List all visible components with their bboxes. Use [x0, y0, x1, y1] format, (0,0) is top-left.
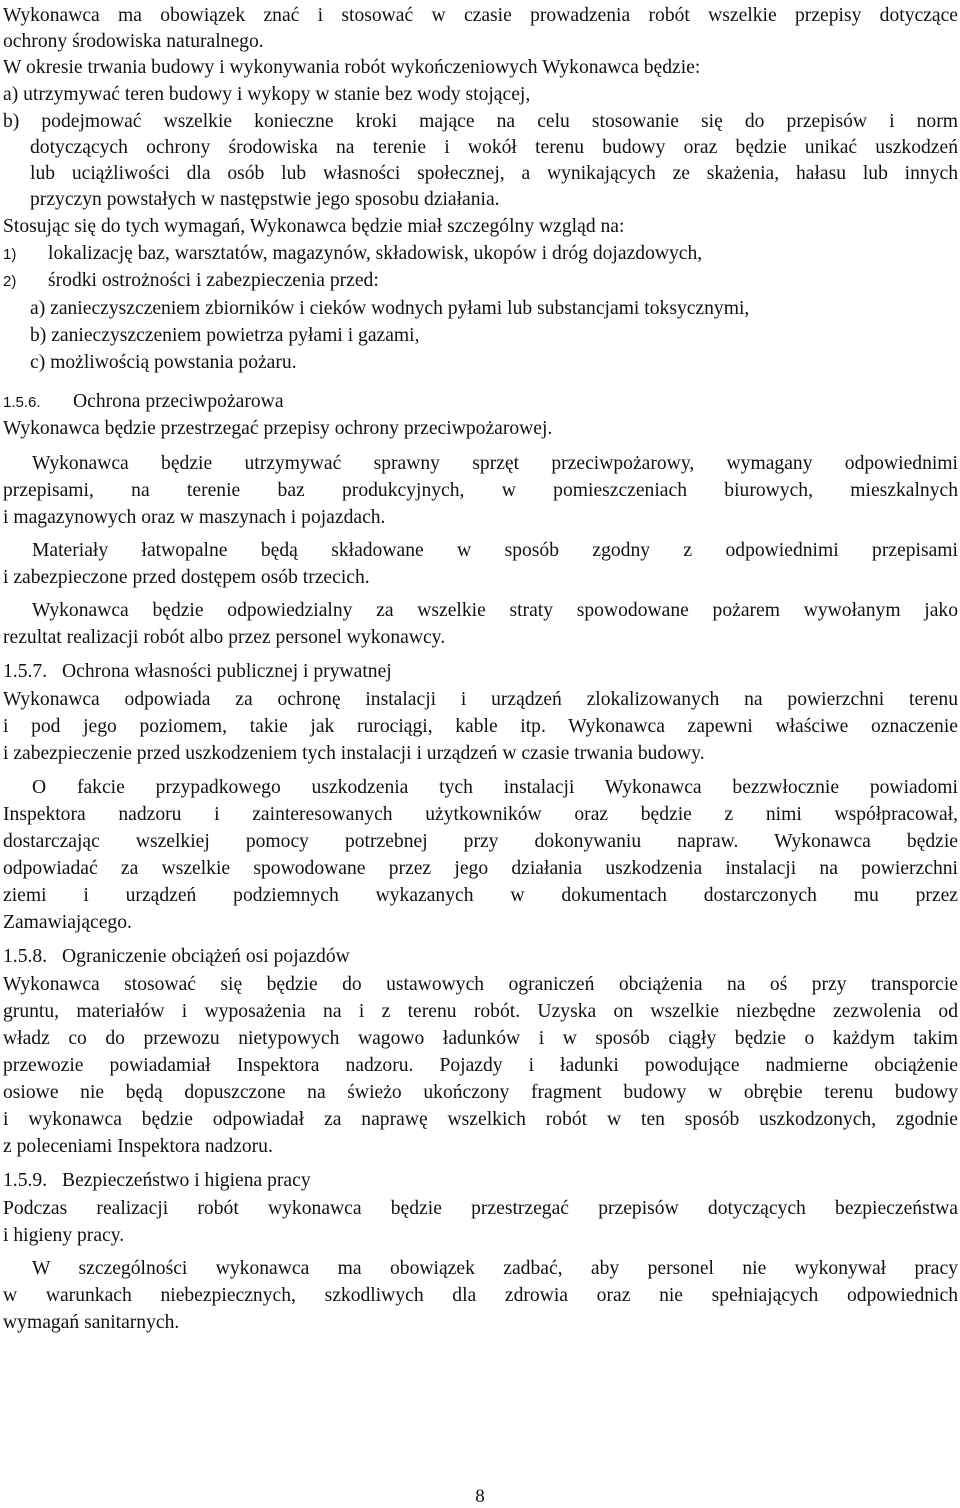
list-item: b) zanieczyszczeniem powietrza pyłami i gazami, [30, 325, 420, 346]
section-heading: Ochrona przeciwpożarowa [73, 391, 284, 412]
paragraph-line: władz co do przewozu nietypowych wagowo ładunków i w sposób ciągły będzie o każdym takim [3, 1028, 958, 1049]
paragraph-line: dostarczając wszelkiej pomocy potrzebnej przy dokonywaniu napraw. Wykonawca będzie [3, 831, 958, 852]
section-number: 1.5.7. [3, 661, 48, 682]
section-number: 1.5.9. [3, 1170, 48, 1191]
section-number: 1.5.8. [3, 946, 48, 967]
list-item: lokalizację baz, warsztatów, magazynów, składowisk, ukopów i dróg dojazdowych, [48, 243, 703, 264]
paragraph-line: Wykonawca będzie utrzymywać sprawny sprzęt przeciwpożarowy, wymagany odpowiednimi [32, 453, 958, 474]
paragraph-line: ochrony środowiska naturalnego. [3, 31, 264, 52]
page-number: 8 [475, 1486, 485, 1507]
paragraph-line: i magazynowych oraz w maszynach i pojazdach. [3, 507, 386, 528]
paragraph-line: rezultat realizacji robót albo przez personel wykonawcy. [3, 627, 446, 648]
paragraph-line: i wykonawca będzie odpowiadał za naprawę wszelkich robót w ten sposób uszkodzonych, zgodnie [3, 1109, 958, 1130]
section-heading: Ograniczenie obciążeń osi pojazdów [62, 946, 350, 967]
paragraph-line: Zamawiającego. [3, 912, 132, 933]
list-number: 1) [3, 246, 17, 263]
list-item: a) utrzymywać teren budowy i wykopy w stanie bez wody stojącej, [3, 84, 531, 105]
paragraph-line: i pod jego poziomem, takie jak rurociągi, kable itp. Wykonawca zapewni właściwe oznaczenie [3, 716, 958, 737]
paragraph-line: ziemi i urządzeń podziemnych wykazanych w dokumentach dostarczonych mu przez [3, 885, 958, 906]
paragraph-line: osiowe nie będą dopuszczone na świeżo ukończony fragment budowy w obrębie terenu budowy [3, 1082, 958, 1103]
paragraph-line: O fakcie przypadkowego uszkodzenia tych instalacji Wykonawca bezzwłocznie powiadomi [32, 777, 958, 798]
section-heading: Ochrona własności publicznej i prywatnej [62, 661, 392, 682]
paragraph-line: przepisami, na terenie baz produkcyjnych, w pomieszczeniach biurowych, mieszkalnych [3, 480, 958, 501]
paragraph-line: Podczas realizacji robót wykonawca będzie przestrzegać przepisów dotyczących bezpieczeństwa [3, 1198, 958, 1219]
list-item: c) możliwością powstania pożaru. [30, 352, 297, 373]
paragraph-line: gruntu, materiałów i wyposażenia na i z terenu robót. Uzyska on wszelkie niezbędne zezwolenia od [3, 1001, 958, 1022]
paragraph-line: z poleceniami Inspektora nadzoru. [3, 1136, 273, 1157]
section-number: 1.5.6. [3, 394, 41, 411]
paragraph-line: Wykonawca stosować się będzie do ustawowych ograniczeń obciążenia na oś przy transporcie [3, 974, 958, 995]
paragraph-line: Wykonawca będzie przestrzegać przepisy ochrony przeciwpożarowej. [3, 418, 553, 439]
paragraph-line: Materiały łatwopalne będą składowane w sposób zgodny z odpowiednimi przepisami [32, 540, 958, 561]
paragraph-line: dotyczących ochrony środowiska na terenie i wokół terenu budowy oraz będzie unikać uszkodzeń [30, 137, 958, 158]
paragraph-line: przewozie powiadamiał Inspektora nadzoru. Pojazdy i ładunki powodujące nadmierne obciążenie [3, 1055, 958, 1076]
paragraph-line: i higieny pracy. [3, 1225, 125, 1246]
list-item: b) podejmować wszelkie konieczne kroki mające na celu stosowanie się do przepisów i norm [3, 111, 958, 132]
paragraph-line: i zabezpieczone przed dostępem osób trzecich. [3, 567, 370, 588]
paragraph-line: i zabezpieczenie przed uszkodzeniem tych instalacji i urządzeń w czasie trwania budowy. [3, 743, 705, 764]
paragraph-line: Wykonawca będzie odpowiedzialny za wszelkie straty spowodowane pożarem wywołanym jako [32, 600, 958, 621]
paragraph-line: Stosując się do tych wymagań, Wykonawca będzie miał szczególny wzgląd na: [3, 216, 625, 237]
list-number: 2) [3, 273, 17, 290]
paragraph-line: W szczególności wykonawca ma obowiązek zadbać, aby personel nie wykonywał pracy [32, 1258, 958, 1279]
paragraph-line: lub uciążliwości dla osób lub własności społecznej, a wynikających ze skażenia, hałasu lub innych [30, 163, 958, 184]
paragraph-line: wymagań sanitarnych. [3, 1312, 180, 1333]
paragraph-line: przyczyn powstałych w następstwie jego sposobu działania. [30, 189, 500, 210]
paragraph-line: w warunkach niebezpiecznych, szkodliwych dla zdrowia oraz nie spełniających odpowiednich [3, 1285, 958, 1306]
list-item: środki ostrożności i zabezpieczenia przed: [48, 270, 379, 291]
paragraph-line: odpowiadać za wszelkie spowodowane przez jego działania uszkodzenia instalacji na powierzchni [3, 858, 958, 879]
paragraph-line: Inspektora nadzoru i zainteresowanych użytkowników oraz będzie z nimi współpracował, [3, 804, 958, 825]
paragraph-line: Wykonawca ma obowiązek znać i stosować w czasie prowadzenia robót wszelkie przepisy dotyczące [3, 5, 958, 26]
paragraph-line: Wykonawca odpowiada za ochronę instalacji i urządzeń zlokalizowanych na powierzchni terenu [3, 689, 958, 710]
paragraph-line: W okresie trwania budowy i wykonywania robót wykończeniowych Wykonawca będzie: [3, 57, 701, 78]
list-item: a) zanieczyszczeniem zbiorników i cieków wodnych pyłami lub substancjami toksycznymi, [30, 298, 750, 319]
section-heading: Bezpieczeństwo i higiena pracy [62, 1170, 311, 1191]
